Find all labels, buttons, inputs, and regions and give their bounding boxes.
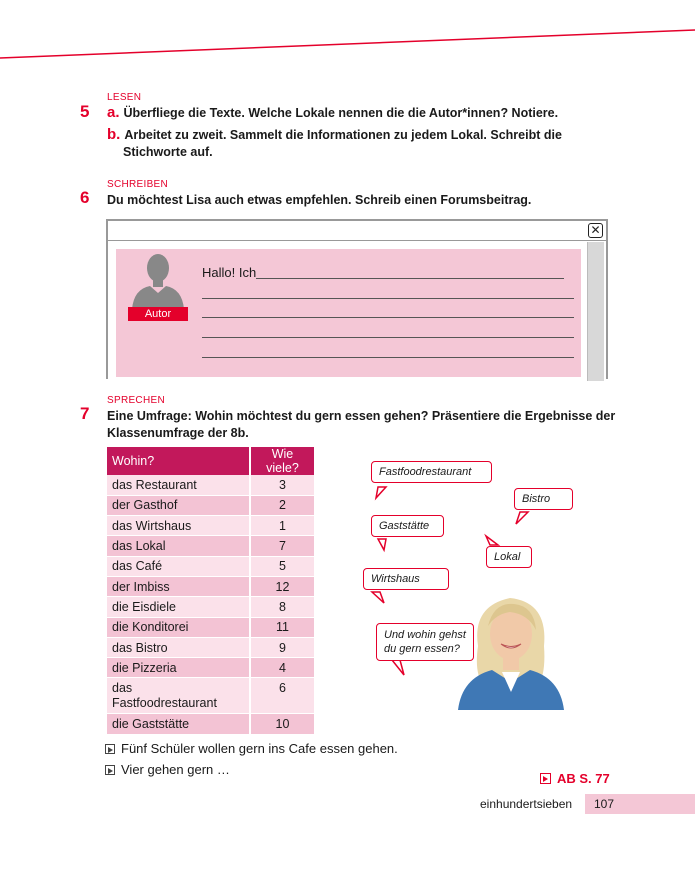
top-divider-line — [0, 0, 695, 70]
table-row — [107, 617, 314, 637]
example-text-1: Fünf Schüler wollen gern ins Cafe essen gehen. — [121, 741, 398, 756]
bubble-question-line2: du gern essen? — [384, 643, 460, 655]
author-avatar-icon — [128, 249, 188, 309]
count-cell: 3 — [250, 475, 314, 495]
forum-title-bar — [108, 221, 606, 241]
place-cell: das Café — [107, 556, 250, 576]
writing-line — [202, 317, 574, 318]
task-5b-text-line1: Arbeitet zu zweit. Sammelt die Informationen zu jedem Lokal. Schreibt die — [124, 128, 562, 142]
forum-scrollbar[interactable] — [587, 242, 604, 381]
bubble-tail-lokal — [486, 536, 498, 545]
section-number-5: 5 — [80, 102, 90, 121]
count-cell: 6 — [250, 678, 314, 714]
bubble-lokal: Lokal — [486, 546, 532, 568]
place-cell: das Bistro — [107, 637, 250, 657]
table-row — [107, 516, 314, 536]
forum-post-area — [116, 249, 581, 377]
example-sentence-1 — [105, 741, 398, 756]
place-cell: der Imbiss — [107, 576, 250, 596]
place-cell: die Gaststätte — [107, 714, 250, 734]
bubble-bistro: Bistro — [514, 488, 573, 510]
header-count: Wie viele? — [250, 447, 314, 475]
count-cell: 9 — [250, 637, 314, 657]
avatar-label: Autor — [128, 307, 188, 321]
bubble-tail-wirtshaus — [372, 592, 384, 603]
workbook-reference-text: AB S. 77 — [557, 771, 610, 786]
count-cell: 7 — [250, 536, 314, 556]
footer-page-word: einhundertsieben — [480, 797, 573, 811]
place-cell: die Eisdiele — [107, 597, 250, 617]
task-5b — [107, 126, 562, 144]
place-cell: der Gasthof — [107, 495, 250, 515]
table-row — [107, 658, 314, 678]
close-icon[interactable]: ✕ — [588, 223, 603, 238]
table-row — [107, 536, 314, 556]
writing-line — [202, 298, 574, 299]
table-row — [107, 597, 314, 617]
bubble-question-line1: Und wohin gehst — [384, 629, 466, 641]
place-cell — [107, 678, 250, 714]
place-cell: die Konditorei — [107, 617, 250, 637]
task-5a — [107, 104, 558, 122]
table-row — [107, 475, 314, 495]
bubble-tail-bistro — [516, 512, 528, 524]
place-cell: das Lokal — [107, 536, 250, 556]
task-5b-text-line2: Stichworte auf. — [123, 145, 213, 159]
bubble-tail-question — [392, 660, 404, 675]
writing-line — [202, 357, 574, 358]
section-number-6: 6 — [80, 188, 90, 207]
task-6-text: Du möchtest Lisa auch etwas empfehlen. Schreib einen Forumsbeitrag. — [107, 193, 532, 207]
task-7-text-line2: Klassenumfrage der 8b. — [107, 426, 249, 440]
place-cell-line2: Fastfoodrestaurant — [112, 695, 217, 710]
place-cell: die Pizzeria — [107, 658, 250, 678]
section-label-lesen: LESEN — [107, 92, 142, 103]
count-cell: 12 — [250, 576, 314, 596]
bubble-fastfood: Fastfoodrestaurant — [371, 461, 492, 483]
example-sentence-2 — [105, 762, 230, 777]
count-cell: 1 — [250, 516, 314, 536]
count-cell: 8 — [250, 597, 314, 617]
count-cell: 11 — [250, 617, 314, 637]
table-header-row — [107, 447, 314, 475]
table-row — [107, 637, 314, 657]
table-row — [107, 714, 314, 734]
count-cell: 2 — [250, 495, 314, 515]
bubble-tail-gaststaette — [378, 539, 386, 550]
count-cell: 4 — [250, 658, 314, 678]
bubble-wirtshaus: Wirtshaus — [363, 568, 449, 590]
play-arrow-icon — [105, 765, 115, 775]
woman-photo-icon — [458, 586, 564, 710]
arrow-link-icon — [540, 773, 551, 784]
section-label-sprechen: SPRECHEN — [107, 395, 165, 406]
table-row — [107, 495, 314, 515]
task-5a-text: Überfliege die Texte. Welche Lokale nennen die die Autor*innen? Notiere. — [123, 106, 559, 120]
count-cell: 10 — [250, 714, 314, 734]
play-arrow-icon — [105, 744, 115, 754]
task-7-text-line1: Eine Umfrage: Wohin möchtest du gern essen gehen? Präsentiere die Ergebnisse der — [107, 409, 616, 423]
table-row — [107, 678, 314, 714]
section-label-schreiben: SCHREIBEN — [107, 179, 169, 190]
table-row — [107, 556, 314, 576]
header-place: Wohin? — [107, 447, 250, 475]
writing-line — [202, 337, 574, 338]
bubble-tail-fastfood — [376, 487, 386, 498]
section-number-7: 7 — [80, 404, 90, 423]
count-cell: 5 — [250, 556, 314, 576]
page-number: 107 — [594, 797, 615, 811]
forum-greeting: Hallo! Ich — [202, 265, 257, 280]
task-5a-letter: a. — [107, 104, 120, 121]
example-text-2: Vier gehen gern … — [121, 762, 230, 777]
place-cell: das Wirtshaus — [107, 516, 250, 536]
task-5b-letter: b. — [107, 126, 121, 143]
place-cell-line1: das — [112, 680, 133, 695]
workbook-reference[interactable] — [540, 771, 610, 786]
table-row — [107, 576, 314, 596]
forum-window — [106, 219, 608, 379]
place-cell: das Restaurant — [107, 475, 250, 495]
writing-line — [256, 278, 564, 279]
survey-table — [107, 447, 314, 735]
bubble-gaststaette: Gaststätte — [371, 515, 444, 537]
